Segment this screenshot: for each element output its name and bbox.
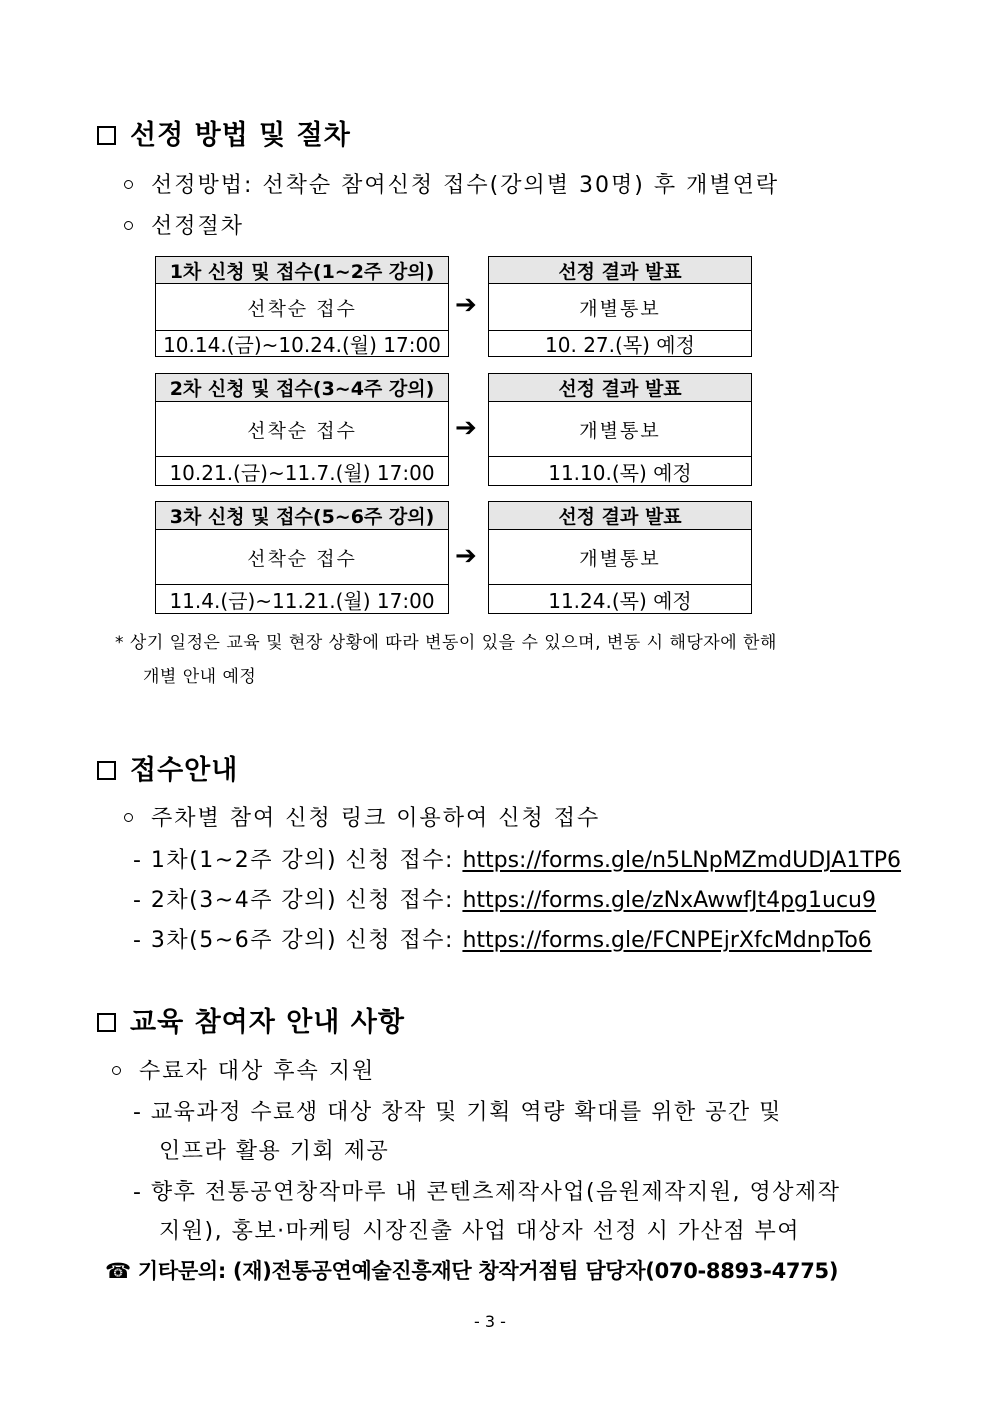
result-table-2 (488, 373, 752, 486)
apply-table-3 (155, 501, 449, 614)
result-header: 선정 결과 발표 (489, 257, 751, 284)
arrow-right-icon: ➔ (455, 290, 477, 320)
circle-bullet-icon (124, 813, 133, 822)
circle-bullet-icon (112, 1066, 121, 1075)
participants-item-1-cont: 인프라 활용 기회 제공 (159, 1139, 390, 1164)
apply-table-2 (155, 373, 449, 486)
schedule-note: * 상기 일정은 교육 및 현장 상황에 따라 변동이 있을 수 있으며, 변동 시 해당자에 한해 (115, 633, 777, 653)
apply-date: 10.21.(금)~11.7.(월) 17:00 (169, 460, 435, 485)
circle-bullet-icon (124, 180, 133, 189)
apply-header: 1차 신청 및 접수(1~2주 강의) (156, 257, 448, 284)
result-date: 10. 27.(목) 예정 (545, 333, 695, 357)
result-body: 개별통보 (489, 402, 751, 457)
arrow-right-icon: ➔ (455, 541, 477, 571)
apply-body: 선착순 접수 (156, 530, 448, 585)
result-date: 11.24.(목) 예정 (548, 588, 692, 613)
participants-item-2: - 향후 전통공연창작마루 내 콘텐츠제작사업(음원제작지원, 영상제작 (133, 1180, 841, 1205)
apply-header: 3차 신청 및 접수(5~6주 강의) (156, 502, 448, 530)
result-body: 개별통보 (489, 284, 751, 331)
checkbox-square-icon (97, 1013, 116, 1032)
apply-date: 10.14.(금)~10.24.(월) 17:00 (163, 333, 441, 357)
result-header: 선정 결과 발표 (489, 502, 751, 530)
schedule-note-cont: 개별 안내 예정 (143, 667, 257, 687)
result-date: 11.10.(목) 예정 (548, 460, 692, 485)
result-table-1 (488, 256, 752, 357)
apply-table-1 (155, 256, 449, 357)
form-link-2[interactable]: https://forms.gle/zNxAwwfJt4pg1ucu9 (462, 888, 877, 913)
bullet-selection-method: 선정방법: 선착순 참여신청 접수(강의별 30명) 후 개별연락 (124, 168, 779, 199)
checkbox-square-icon (97, 761, 116, 780)
page-number: - 3 - (474, 1312, 506, 1331)
apply-date: 11.4.(금)~11.21.(월) 17:00 (169, 588, 435, 613)
section-heading-reception: 접수안내 (97, 748, 238, 787)
bullet-selection-procedure: 선정절차 (124, 209, 244, 240)
result-body: 개별통보 (489, 530, 751, 585)
participants-item-2-cont: 지원), 홍보·마케팅 시장진출 사업 대상자 선정 시 가산점 부여 (159, 1219, 801, 1244)
checkbox-square-icon (97, 126, 116, 145)
result-header: 선정 결과 발표 (489, 374, 751, 402)
form-link-3[interactable]: https://forms.gle/FCNPEjrXfcMdnpTo6 (462, 928, 872, 953)
section-heading-selection: 선정 방법 및 절차 (97, 113, 351, 152)
apply-header: 2차 신청 및 접수(3~4주 강의) (156, 374, 448, 402)
result-table-3 (488, 501, 752, 614)
apply-body: 선착순 접수 (156, 402, 448, 457)
reception-link-row-3: - 3차(5~6주 강의) 신청 접수: https://forms.gle/FCNPEjrXfcMdnpTo6 (133, 928, 872, 953)
participants-item-1: - 교육과정 수료생 대상 창작 및 기획 역량 확대를 위한 공간 및 (133, 1100, 782, 1125)
section-heading-participants: 교육 참여자 안내 사항 (97, 1000, 405, 1039)
bullet-participants: 수료자 대상 후속 지원 (112, 1054, 375, 1085)
arrow-right-icon: ➔ (455, 413, 477, 443)
reception-link-row-1: - 1차(1~2주 강의) 신청 접수: https://forms.gle/n5LNpMZmdUDJA1TP6 (133, 848, 902, 873)
form-link-1[interactable]: https://forms.gle/n5LNpMZmdUDJA1TP6 (462, 848, 902, 873)
circle-bullet-icon (124, 221, 133, 230)
contact-info: ☎ 기타문의: (재)전통공연예술진흥재단 창작거점팀 담당자(070-8893-4775) (105, 1259, 839, 1283)
apply-body: 선착순 접수 (156, 284, 448, 331)
reception-link-row-2: - 2차(3~4주 강의) 신청 접수: https://forms.gle/zNxAwwfJt4pg1ucu9 (133, 888, 877, 913)
bullet-reception: 주차별 참여 신청 링크 이용하여 신청 접수 (124, 801, 600, 832)
